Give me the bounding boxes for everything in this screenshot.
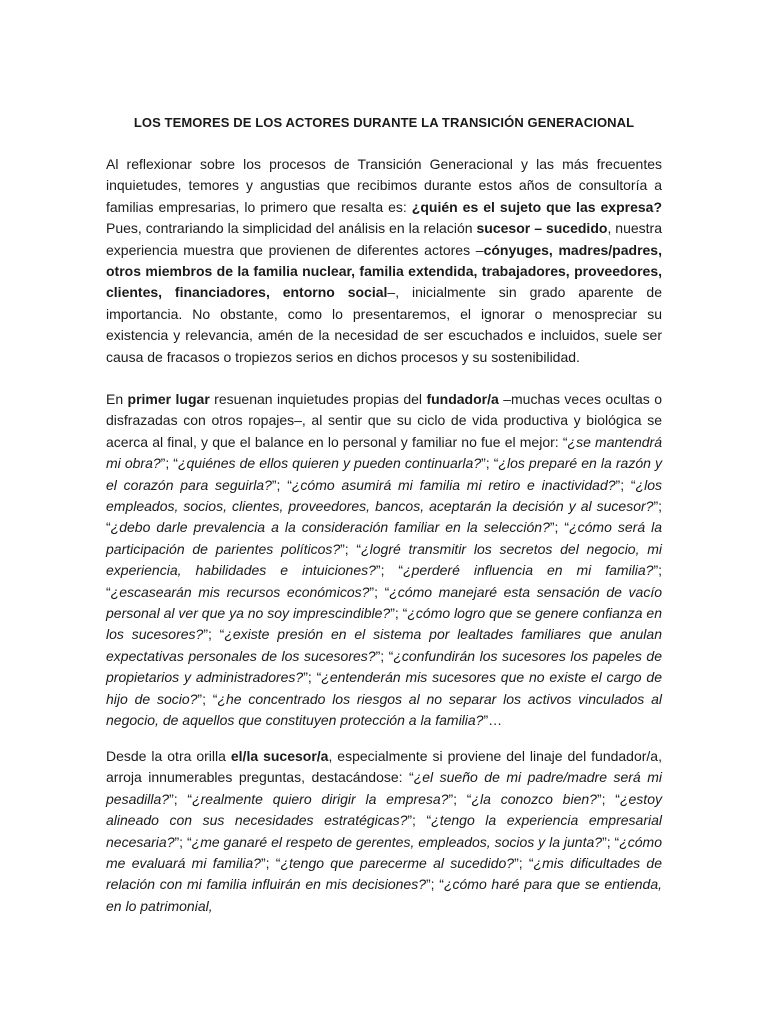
quoted-question: ¿el sueño de mi padre/madre será mi pesadilla? (106, 769, 662, 807)
text-run: –muchas veces ocultas o disfrazadas con otros ropajes–, al sentir que su ciclo de vida productiva y biológica se acerca al final, y que el balance en lo personal y familiar no fue el mejor: “ (106, 391, 662, 450)
emphasis-text: ¿quién es el sujeto que las expresa? (411, 198, 662, 215)
quoted-question: ¿me ganaré el respeto de gerentes, empleados, socios y la junta? (191, 833, 603, 850)
text-run: ”; “ (106, 562, 662, 600)
quoted-question: ¿tengo que parecerme al sucedido? (280, 855, 515, 872)
text-run: ”; “ (615, 476, 636, 493)
quoted-question: ¿escasearán mis recursos económicos? (110, 583, 370, 600)
quoted-question: ¿confundirán los sucesores los papeles de propietarios y administradores? (106, 647, 662, 686)
text-run: ”; “ (369, 583, 390, 600)
quoted-question: ¿cómo haré para que se entienda, en lo patrimonial, (106, 876, 662, 914)
emphasis-text: cónyuges, madres/padres, otros miembros de la familia nuclear, familia extendida, trabajadores, proveedores, clientes, financiadores, entorno social (106, 241, 662, 301)
text-run: , especialmente si proviene del linaje del fundador/a, arroja innumerables preguntas, destacándose: “ (106, 748, 662, 786)
quoted-question: ¿realmente quiero dirigir la empresa? (192, 790, 449, 807)
text-run: ”; “ (375, 562, 404, 579)
text-run: ”; “ (197, 690, 218, 707)
text-run: ”; “ (375, 647, 394, 664)
text-run: ”; “ (203, 626, 225, 643)
text-run: ”; “ (602, 833, 620, 850)
text-run: Al reflexionar sobre los procesos de Transición Generacional y las más frecuentes inquietudes, temores y angustias que recibimos durante estos años de consultoría a familias empresarias, lo primero que resalta es: (106, 156, 662, 215)
text-run: ”; “ (448, 790, 472, 807)
emphasis-text: el/la sucesor/a (230, 748, 329, 764)
quoted-question: ¿tengo la experiencia empresarial necesaria? (106, 812, 662, 850)
emphasis-text: fundador/a (426, 391, 499, 407)
quoted-question: ¿cómo asumirá mi familia mi retiro e inactividad? (291, 476, 616, 493)
quoted-question: ¿entenderán mis sucesores que no existe el cargo de hijo de socio? (106, 669, 662, 707)
quoted-question: ¿he concentrado los riesgos al no separar los activos vinculados al negocio, de aquellos que constituyen protección a la familia? (106, 690, 662, 729)
text-run: ”; “ (390, 605, 408, 622)
quoted-question: ¿mis dificultades de relación con mi familia influirán en mis decisiones? (106, 855, 663, 893)
quoted-question: ¿debo darle prevalencia a la consideración familiar en la selección? (110, 519, 550, 536)
text-run: ”; “ (260, 855, 281, 872)
paragraph-intro (106, 154, 662, 368)
text-run: ”; “ (407, 812, 432, 829)
quoted-question: ¿perderé influencia en mi familia? (403, 562, 654, 579)
text-run: ”; “ (549, 519, 570, 536)
text-run: ”; “ (596, 790, 620, 807)
text-run: ”; “ (426, 876, 444, 893)
quoted-question: ¿quiénes de ellos quieren y pueden continuarla? (177, 455, 482, 472)
emphasis-text: sucesor – sucedido (476, 220, 608, 237)
quoted-question: ¿los preparé en la razón y el corazón para seguirla? (106, 455, 663, 493)
quoted-question: ¿cómo logro que se genere confianza en los sucesores? (106, 605, 663, 643)
text-run: ”; “ (340, 540, 362, 557)
quoted-question: ¿existe presión en el sistema por lealtades familiares que anulan expectativas personales de los sucesores? (106, 626, 662, 664)
text-run: ”… (483, 712, 503, 729)
quoted-question: ¿cómo será la participación de parientes políticos? (106, 519, 663, 557)
text-run: –, inicialmente sin grado aparente de importancia. No obstante, como lo presentaremos, el ignorar o menospreciar su existencia y relevancia, amén de la necesidad de ser escuchados e incluidos, suele ser causa de fracasos o tropiezos serios en dichos procesos y su sostenibilidad. (106, 284, 662, 365)
quoted-question: ¿cómo me evaluará mi familia? (106, 833, 662, 872)
text-run: ”; “ (271, 476, 292, 493)
text-run: ”; “ (160, 455, 178, 472)
text-run: Pues, contrariando la simplicidad del análisis en la relación (106, 220, 477, 237)
text-run: ”; “ (174, 833, 192, 850)
text-run: En (106, 391, 128, 407)
quoted-question: ¿la conozco bien? (471, 790, 597, 807)
quoted-question: ¿los empleados, socios, clientes, proveedores, bancos, aceptarán la decisión y al sucesor? (106, 476, 662, 515)
quoted-question: ¿estoy alineado con sus necesidades estratégicas? (106, 790, 662, 829)
quoted-question: ¿cómo manejaré esta sensación de vacío personal al ver que ya no soy imprescindible? (106, 583, 663, 622)
text-run: ”; “ (481, 455, 499, 472)
text-run: , nuestra experiencia muestra que provienen de diferentes actores – (106, 220, 663, 258)
text-run: ”; “ (514, 855, 534, 872)
text-run: ”; “ (169, 790, 193, 807)
quoted-question: ¿logré transmitir los secretos del negocio, mi experiencia, habilidades e intuiciones? (106, 540, 662, 579)
text-run: ”; “ (303, 669, 322, 686)
text-run: resuenan inquietudes propias del (209, 391, 427, 407)
paragraph-founder (106, 389, 662, 732)
text-run: ”; “ (106, 498, 662, 536)
paragraph-successor (106, 746, 662, 917)
text-run: Desde la otra orilla (106, 748, 231, 764)
quoted-question: ¿se mantendrá mi obra? (106, 433, 662, 472)
emphasis-text: primer lugar (127, 391, 210, 407)
document-title: LOS TEMORES DE LOS ACTORES DURANTE LA TRANSICIÓN GENERACIONAL (133, 115, 635, 130)
